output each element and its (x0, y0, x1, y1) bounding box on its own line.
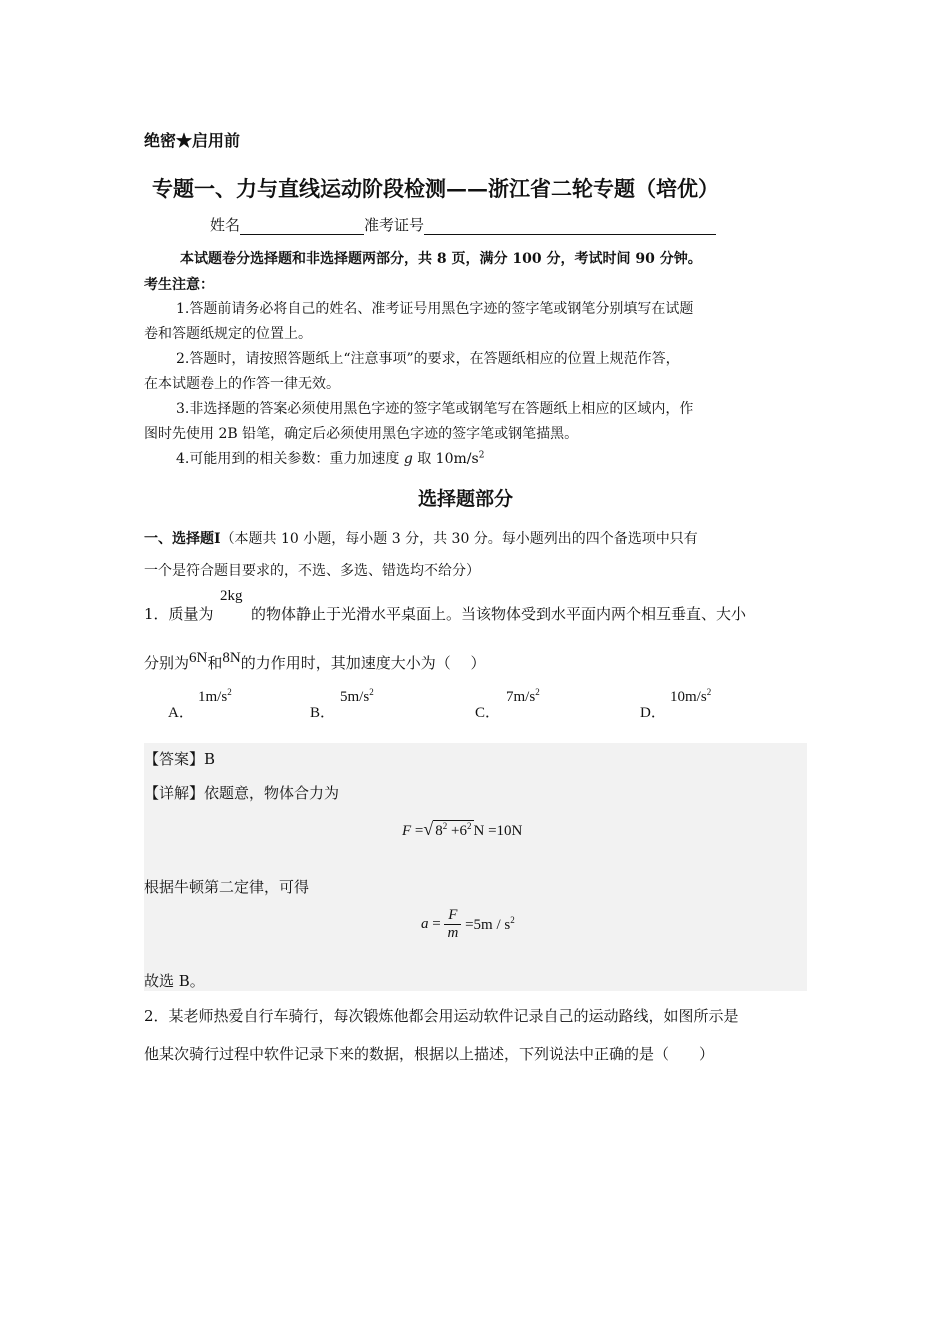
exam-id-label: 准考证号 (364, 216, 425, 234)
answer-panel (144, 743, 807, 991)
equals-sign: = (414, 823, 424, 839)
q2-text-line-1: 2．某老师热爱自行车骑行，每次锻炼他都会用运动软件记录自己的运动路线，如图所示是 (144, 1007, 739, 1025)
option-b-value: $5m/s^2$ (340, 687, 374, 705)
option-a-letter: A． (168, 705, 194, 721)
option-d-value: $10m/s^2$ (670, 687, 712, 705)
answer-conclusion: 故选 B。 (144, 972, 205, 990)
gravity-exponent: 2 (478, 450, 485, 461)
section-title: 选择题部分 (418, 488, 514, 510)
force-result: N =10N (473, 823, 523, 839)
option-b-letter: B． (310, 705, 336, 721)
q1-text-post: 的力作用时，其加速度大小为（ ） (240, 654, 486, 672)
gravity-value: 取 10m/s (412, 451, 479, 467)
sqrt-icon: √ (423, 819, 434, 839)
q1-text-line-1: 的物体静止于光滑水平桌面上。当该物体受到水平面内两个相互垂直、大小 (251, 605, 747, 623)
part-heading (144, 528, 698, 548)
confidential-label: 绝密★启用前 (144, 131, 241, 150)
q2-text-line-2: 他某次骑行过程中软件记录下来的数据，根据以上描述，下列说法中正确的是（ ） (144, 1045, 715, 1063)
notice-3-line-2: 图时先使用 2B 铅笔，确定后必须使用黑色字迹的签字笔或钢笔描黑。 (144, 426, 579, 442)
q1-text-line-2 (144, 652, 486, 673)
notice-1-line-1: 1.答题前请务必将自己的姓名、准考证号用黑色字迹的签字笔或钢笔分别填写在试题 (176, 301, 694, 317)
q1-number: 1．质量为 (144, 605, 214, 623)
sqrt-radicand: $8^2 +6^2$ (435, 821, 472, 839)
name-label: 姓名 (210, 216, 241, 234)
gravity-symbol: g (403, 451, 413, 467)
candidate-info (210, 214, 716, 235)
q1-text-pre: 分别为 (144, 654, 190, 672)
newton-law-text: 根据牛顿第二定律，可得 (144, 878, 310, 896)
answer-label: 【答案】B (144, 750, 216, 768)
q1-mass: 2kg (220, 588, 243, 604)
option-c-letter: C． (475, 705, 501, 721)
notice-2-line-1: 2.答题时，请按照答题纸上“注意事项”的要求，在答题纸相应的位置上规范作答， (176, 351, 680, 367)
notice-1-line-2: 卷和答题纸规定的位置上。 (144, 326, 312, 342)
notice-4-text: 4.可能用到的相关参数：重力加速度 (176, 451, 404, 467)
q1-force-2: 8N (222, 650, 241, 666)
part-desc-line-2: 一个是符合题目要求的，不选、多选、错选均不给分） (144, 563, 480, 579)
notice-title: 考生注意： (144, 277, 214, 293)
acceleration-symbol: a (421, 916, 429, 932)
equals-sign-2: = (432, 916, 441, 932)
force-symbol: F (402, 823, 412, 839)
name-blank (240, 218, 364, 235)
notice-4 (176, 448, 484, 468)
detail-label: 【详解】依题意，物体合力为 (144, 784, 340, 802)
equation-acceleration (421, 907, 515, 942)
page-title: 专题一、力与直线运动阶段检测——浙江省二轮专题（培优） (152, 176, 719, 201)
q1-and: 和 (207, 654, 223, 672)
exam-id-blank (424, 218, 716, 235)
notice-2-line-2: 在本试题卷上的作答一律无效。 (144, 376, 340, 392)
option-d-letter: D． (640, 705, 666, 721)
option-a-value: $1m/s^2$ (198, 687, 232, 705)
notice-3-line-1: 3.非选择题的答案必须使用黑色字迹的签字笔或钢笔写在答题纸上相应的区域内，作 (176, 401, 694, 417)
acceleration-result: $=5m / s^2$ (465, 915, 515, 933)
equation-net-force (402, 819, 522, 840)
part-label: 一、选择题Ⅰ (144, 531, 221, 547)
option-c-value: $7m/s^2$ (506, 687, 540, 705)
q1-force-1: 6N (189, 650, 208, 666)
part-desc-line-1: （本题共 10 小题，每小题 3 分，共 30 分。每小题列出的四个备选项中只有 (220, 531, 698, 547)
force-over-mass-fraction: $\frac{F}{m}$ (444, 907, 461, 942)
exam-summary: 本试题卷分选择题和非选择题两部分，共 8 页，满分 100 分，考试时间 90 分钟。 (180, 251, 702, 267)
